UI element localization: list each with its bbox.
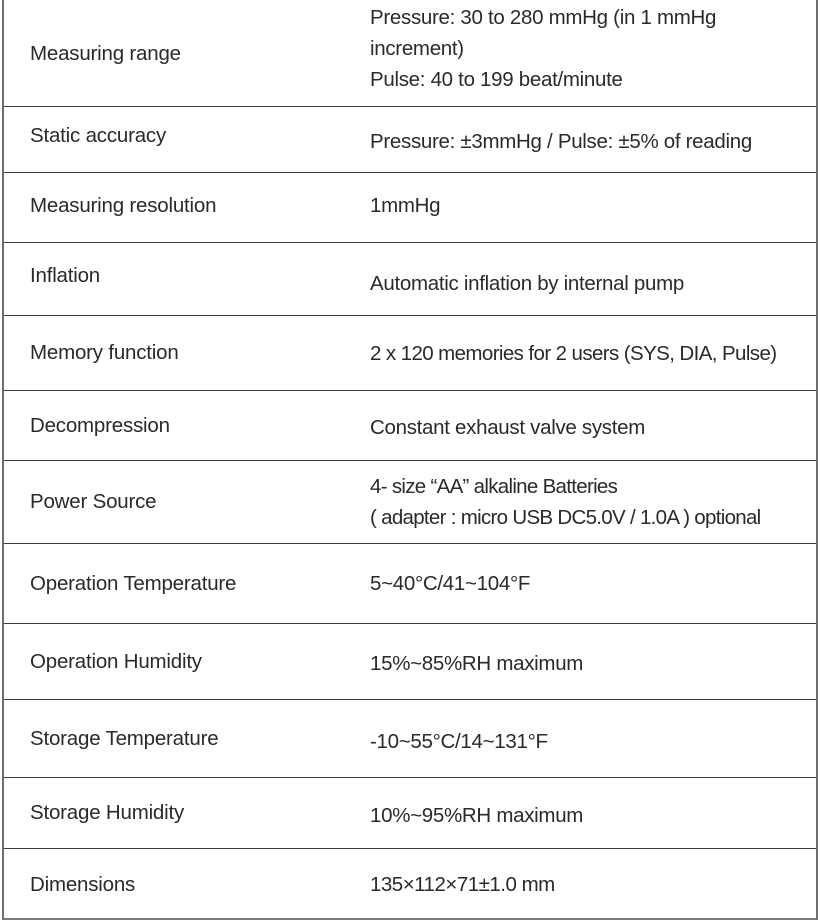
value-line: Pressure: 30 to 280 mmHg (in 1 mmHg <box>370 6 717 29</box>
value-line: Pulse: 40 to 199 beat/minute <box>370 68 623 91</box>
row-value <box>370 107 816 176</box>
value-line: 10%~95%RH maximum <box>370 803 584 827</box>
row-label: Decompression <box>30 413 170 437</box>
row-value <box>370 628 816 699</box>
row-label: Measuring resolution <box>30 193 217 217</box>
table-row-storage-humidity <box>4 778 816 849</box>
row-label: Dimensions <box>30 872 136 896</box>
value-line: 15%~85%RH maximum <box>370 652 584 675</box>
value-line: Automatic inflation by internal pump <box>370 271 684 295</box>
value-line: Constant exhaust valve system <box>370 416 646 439</box>
row-value <box>370 0 816 106</box>
row-value <box>370 251 816 315</box>
table-row-operation-temperature <box>4 544 816 624</box>
row-label: Operation Humidity <box>30 649 202 673</box>
row-value <box>370 461 816 543</box>
table-row-measuring-range <box>4 0 816 107</box>
value-line: -10~55°C/14~131°F <box>370 730 548 753</box>
row-value <box>370 706 816 777</box>
table-row-operation-humidity <box>4 624 816 700</box>
row-value <box>370 316 816 390</box>
value-line: increment) <box>370 37 464 60</box>
value-line: 1mmHg <box>370 194 441 217</box>
row-label: Storage Humidity <box>30 801 185 824</box>
row-label: Operation Temperature <box>30 571 237 595</box>
row-value <box>370 395 816 460</box>
table-row-inflation <box>4 243 816 316</box>
table-row-storage-temperature <box>4 700 816 778</box>
row-label: Memory function <box>30 341 179 364</box>
specifications-table <box>2 0 818 920</box>
table-row-static-accuracy <box>4 107 816 173</box>
table-row-dimensions <box>4 849 816 920</box>
row-label: Inflation <box>30 264 101 287</box>
value-line: 5~40°C/41~104°F <box>370 572 531 595</box>
table-row-power-source <box>4 461 816 544</box>
row-label: Power Source <box>30 490 157 513</box>
value-line: Pressure: ±3mmHg / Pulse: ±5% of reading <box>370 130 752 153</box>
value-line: ( adapter : micro USB DC5.0V / 1.0A ) optional <box>370 506 761 529</box>
value-line: 2 x 120 memories for 2 users (SYS, DIA, Pulse) <box>370 341 777 365</box>
value-line: 135×112×71±1.0 mm <box>370 873 555 896</box>
row-value <box>370 173 816 238</box>
row-label: Measuring range <box>30 42 181 65</box>
table-row-decompression <box>4 391 816 461</box>
row-value <box>370 782 816 848</box>
row-value <box>370 544 816 623</box>
table-row-measuring-resolution <box>4 173 816 243</box>
row-value <box>370 849 816 920</box>
table-row-memory-function <box>4 316 816 391</box>
value-line: 4- size “AA” alkaline Batteries <box>370 475 618 498</box>
row-label: Static accuracy <box>30 123 166 147</box>
row-label: Storage Temperature <box>30 726 219 750</box>
